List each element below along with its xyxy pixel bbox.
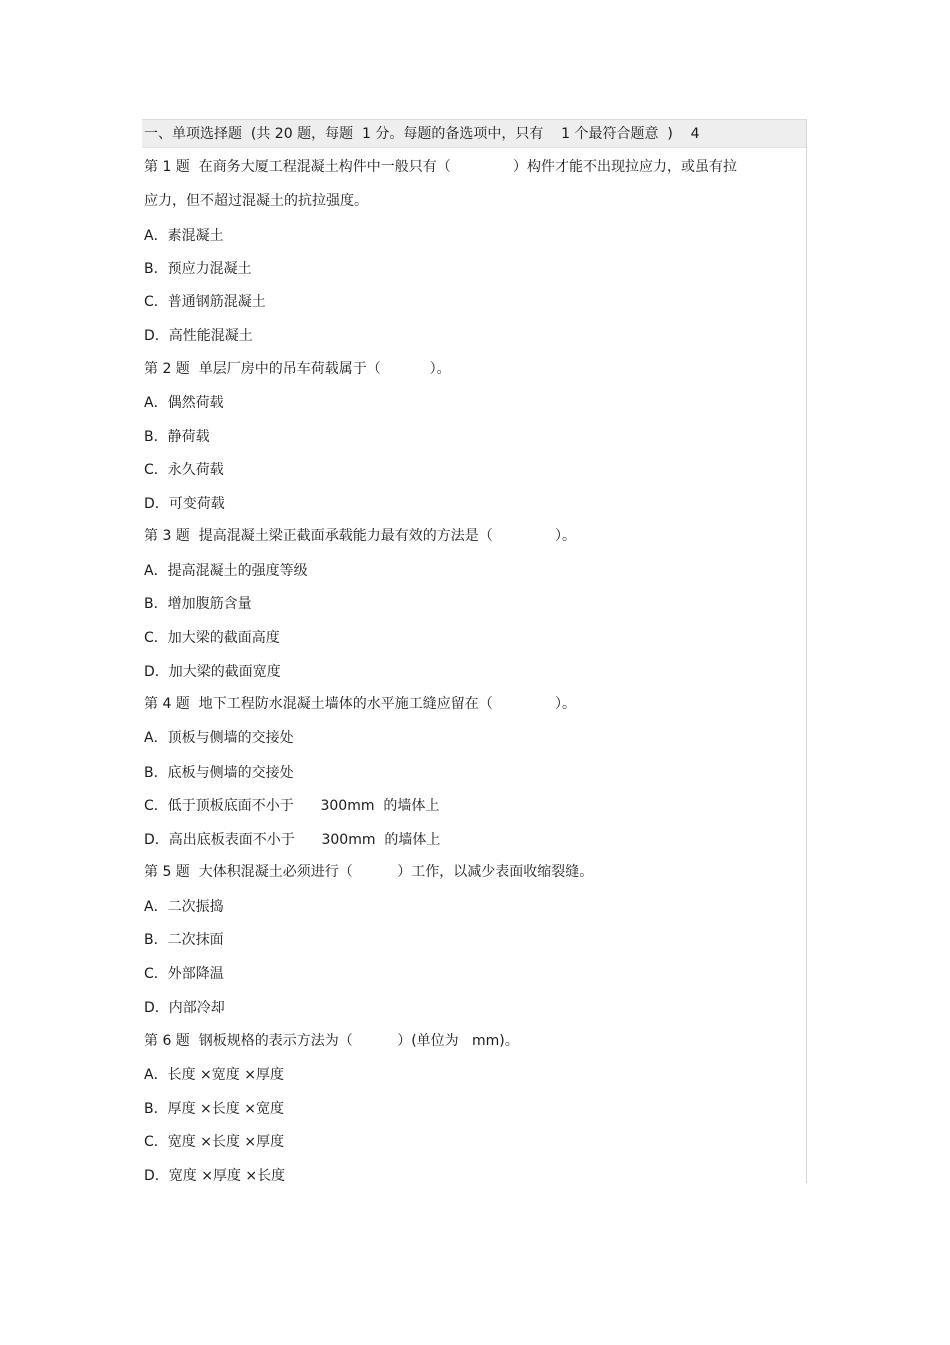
- question-6-option-d: D．宽度 ×厚度 ×长度: [144, 1168, 286, 1184]
- question-2-option-d: D．可变荷载: [144, 496, 225, 512]
- question-2-option-a: A．偶然荷载: [144, 395, 224, 411]
- question-3-stem: 第 3 题 提高混凝土梁正截面承载能力最有效的方法是（ ）。: [144, 528, 577, 544]
- document-page: [142, 119, 807, 1183]
- question-1-option-c: C．普通钢筋混凝土: [144, 294, 266, 310]
- question-4-option-b: B．底板与侧墙的交接处: [144, 765, 294, 781]
- question-5-stem: 第 5 题 大体积混凝土必须进行（ ）工作，以减少表面收缩裂缝。: [144, 864, 594, 880]
- question-5-option-a: A．二次振捣: [144, 899, 224, 915]
- question-1-option-b: B．预应力混凝土: [144, 261, 252, 277]
- question-2-option-b: B．静荷载: [144, 429, 210, 445]
- question-3-option-c: C．加大梁的截面高度: [144, 630, 280, 646]
- question-1-stem-line-2: 应力，但不超过混凝土的抗拉强度。: [144, 193, 368, 209]
- question-4-option-c: C．低于顶板底面不小于 300mm 的墙体上: [144, 798, 440, 814]
- question-2-stem: 第 2 题 单层厂房中的吊车荷载属于（ ）。: [144, 361, 451, 377]
- question-1-stem-line-1: 第 1 题 在商务大厦工程混凝土构件中一般只有（ ）构件才能不出现拉应力，或虽有拉: [144, 159, 738, 175]
- question-1-option-a: A．素混凝土: [144, 228, 224, 244]
- question-4-stem: 第 4 题 地下工程防水混凝土墙体的水平施工缝应留在（ ）。: [144, 696, 577, 712]
- question-1-option-d: D．高性能混凝土: [144, 328, 253, 344]
- question-4-option-a: A．顶板与侧墙的交接处: [144, 730, 294, 746]
- question-6-option-a: A．长度 ×宽度 ×厚度: [144, 1067, 284, 1083]
- question-2-option-c: C．永久荷载: [144, 462, 224, 478]
- question-5-option-d: D．内部冷却: [144, 1000, 225, 1016]
- question-4-option-d: D．高出底板表面不小于 300mm 的墙体上: [144, 832, 441, 848]
- question-3-option-d: D．加大梁的截面宽度: [144, 664, 281, 680]
- question-3-option-b: B．增加腹筋含量: [144, 596, 252, 612]
- question-5-option-c: C．外部降温: [144, 966, 224, 982]
- question-6-stem: 第 6 题 钢板规格的表示方法为（ ）(单位为 mm)。: [144, 1033, 519, 1049]
- question-3-option-a: A．提高混凝土的强度等级: [144, 563, 308, 579]
- question-6-option-c: C．宽度 ×长度 ×厚度: [144, 1134, 285, 1150]
- question-6-option-b: B．厚度 ×长度 ×宽度: [144, 1101, 284, 1117]
- question-5-option-b: B．二次抹面: [144, 932, 224, 948]
- section-header: 一、单项选择题 (共 20 题，每题 1 分。每题的备选项中，只有 1 个最符合题意 ) 4: [144, 126, 700, 142]
